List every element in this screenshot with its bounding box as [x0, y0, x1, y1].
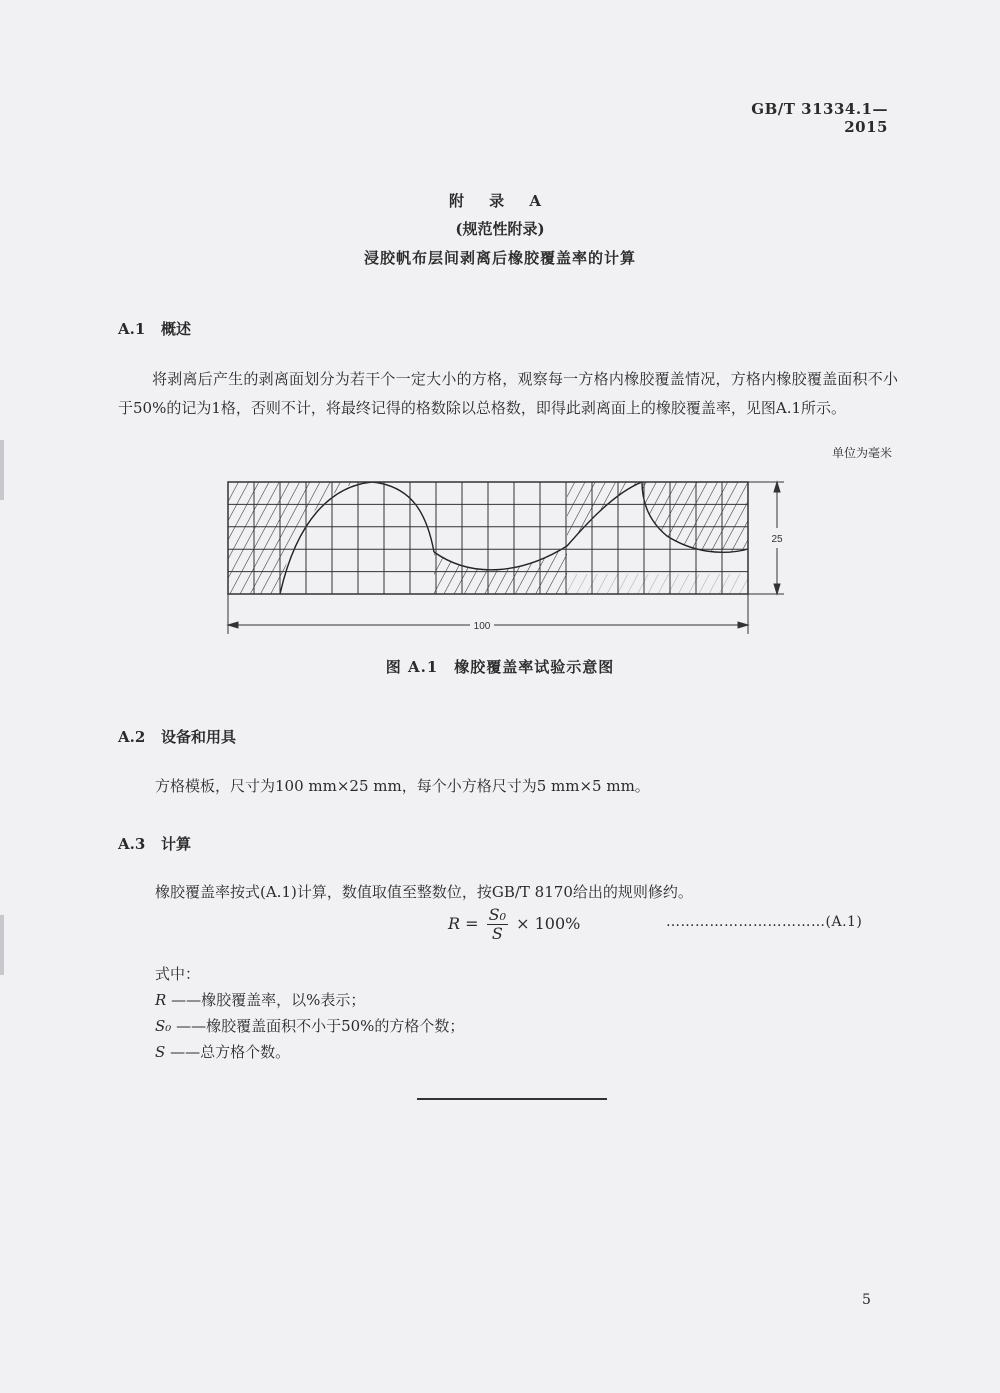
figure-caption: 图 A.1 橡胶覆盖率试验示意图	[385, 658, 615, 676]
figure-a1	[222, 474, 792, 642]
where-item-r	[155, 989, 365, 1010]
where-desc: ——总方格个数。	[170, 1043, 291, 1061]
page-number: 5	[862, 1292, 871, 1308]
binding-mark	[0, 440, 4, 500]
formula-denominator: S	[491, 924, 503, 943]
section-heading-a3	[118, 833, 191, 854]
formula-a1: R = $\frac{\text{S₀}}{S}$ × 100%	[448, 905, 581, 943]
section-a1-text: 将剥离后产生的剥离面划分为若干个一定大小的方格，观察每一方格内橡胶覆盖情况，方格内橡胶覆盖面积不小于50%的记为1格，否则不计，将最终记得的格数除以总格数，即得此剥离面上的橡胶覆盖率，见图A.1所示。	[118, 370, 898, 417]
section-number: A.1	[118, 320, 146, 338]
section-title: 设备和用具	[160, 728, 236, 746]
section-number: A.2	[118, 728, 146, 746]
end-rule	[417, 1098, 607, 1100]
section-title: 概述	[160, 320, 191, 338]
formula-fraction	[487, 906, 508, 943]
unit-note: 单位为毫米	[831, 446, 892, 460]
where-item-s0	[155, 1015, 464, 1036]
formula-rhs: × 100%	[516, 914, 581, 933]
grid	[228, 482, 748, 594]
section-heading-a1	[118, 318, 191, 339]
section-heading-a2	[118, 726, 236, 747]
appendix-title: 浸胶帆布层间剥离后橡胶覆盖率的计算	[363, 249, 636, 267]
equation-number: ……………………………(A.1)	[666, 914, 863, 930]
width-dimension-label: 100	[473, 621, 491, 632]
where-intro: 式中：	[155, 965, 201, 983]
where-symbol: R	[155, 991, 167, 1009]
appendix-label: 附 录 A	[448, 192, 552, 210]
section-a3-text: 橡胶覆盖率按式(A.1)计算，数值取值至整数位，按GB/T 8170给出的规则修约。	[155, 883, 693, 901]
where-item-s	[155, 1041, 290, 1062]
where-symbol: S₀	[155, 1017, 172, 1035]
section-a2-text: 方格模板，尺寸为100 mm×25 mm，每个小方格尺寸为5 mm×5 mm。	[155, 777, 650, 795]
section-title: 计算	[160, 835, 191, 853]
section-number: A.3	[118, 835, 146, 853]
formula-lhs: R	[448, 914, 461, 933]
where-desc: ——橡胶覆盖面积不小于50%的方格个数；	[176, 1017, 465, 1035]
binding-mark	[0, 915, 4, 975]
height-dimension-label: 25	[771, 534, 783, 545]
standard-number: GB/T 31334.1—2015	[751, 100, 888, 136]
where-symbol: S	[155, 1043, 166, 1061]
where-desc: ——橡胶覆盖率，以%表示；	[171, 991, 366, 1009]
formula-numerator: S₀	[488, 905, 506, 924]
appendix-type: (规范性附录)	[455, 220, 545, 238]
